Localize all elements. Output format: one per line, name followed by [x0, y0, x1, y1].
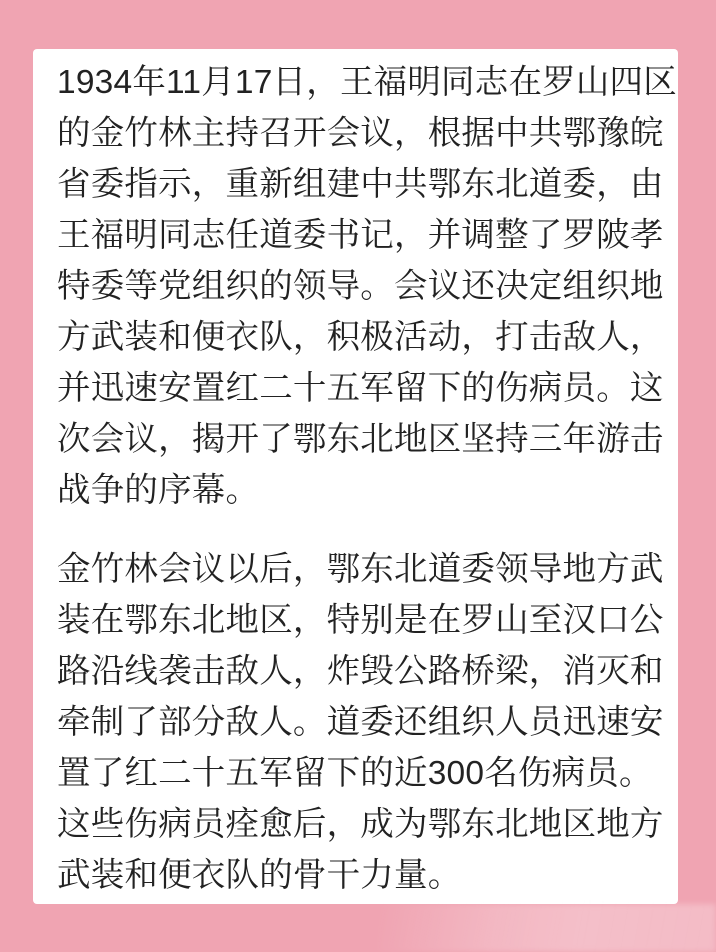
text-line: 1934年11月17日，王福明同志在罗山四区: [57, 64, 677, 101]
text-line: 并迅速安置红二十五军留下的伤病员。这: [57, 370, 664, 407]
text-line: 置了红二十五军留下的近300名伤病员。: [57, 755, 653, 792]
faded-watermark-patch: [376, 904, 716, 952]
text-line: 装在鄂东北地区，特别是在罗山至汉口公: [57, 602, 664, 639]
text-line: 牵制了部分敌人。道委还组织人员迅速安: [57, 704, 664, 741]
text-line: 战争的序幕。: [57, 472, 260, 509]
text-line: 的金竹林主持召开会议，根据中共鄂豫皖: [57, 115, 664, 152]
text-line: 这些伤病员痊愈后，成为鄂东北地区地方: [57, 806, 664, 843]
paragraph-2: [57, 544, 664, 901]
text-line: 金竹林会议以后，鄂东北道委领导地方武: [57, 551, 664, 588]
text-card: [33, 49, 678, 904]
text-line: 特委等党组织的领导。会议还决定组织地: [57, 268, 664, 305]
text-line: 次会议，揭开了鄂东北地区坚持三年游击: [57, 421, 664, 458]
text-line: 省委指示，重新组建中共鄂东北道委，由: [57, 166, 664, 203]
text-line: 王福明同志任道委书记，并调整了罗陂孝: [57, 217, 664, 254]
text-line: 武装和便衣队的骨干力量。: [57, 857, 462, 894]
text-line: 方武装和便衣队，积极活动，打击敌人，: [57, 319, 664, 356]
paragraph-1: [57, 57, 677, 516]
text-line: 路沿线袭击敌人，炸毁公路桥梁，消灭和: [57, 653, 664, 690]
